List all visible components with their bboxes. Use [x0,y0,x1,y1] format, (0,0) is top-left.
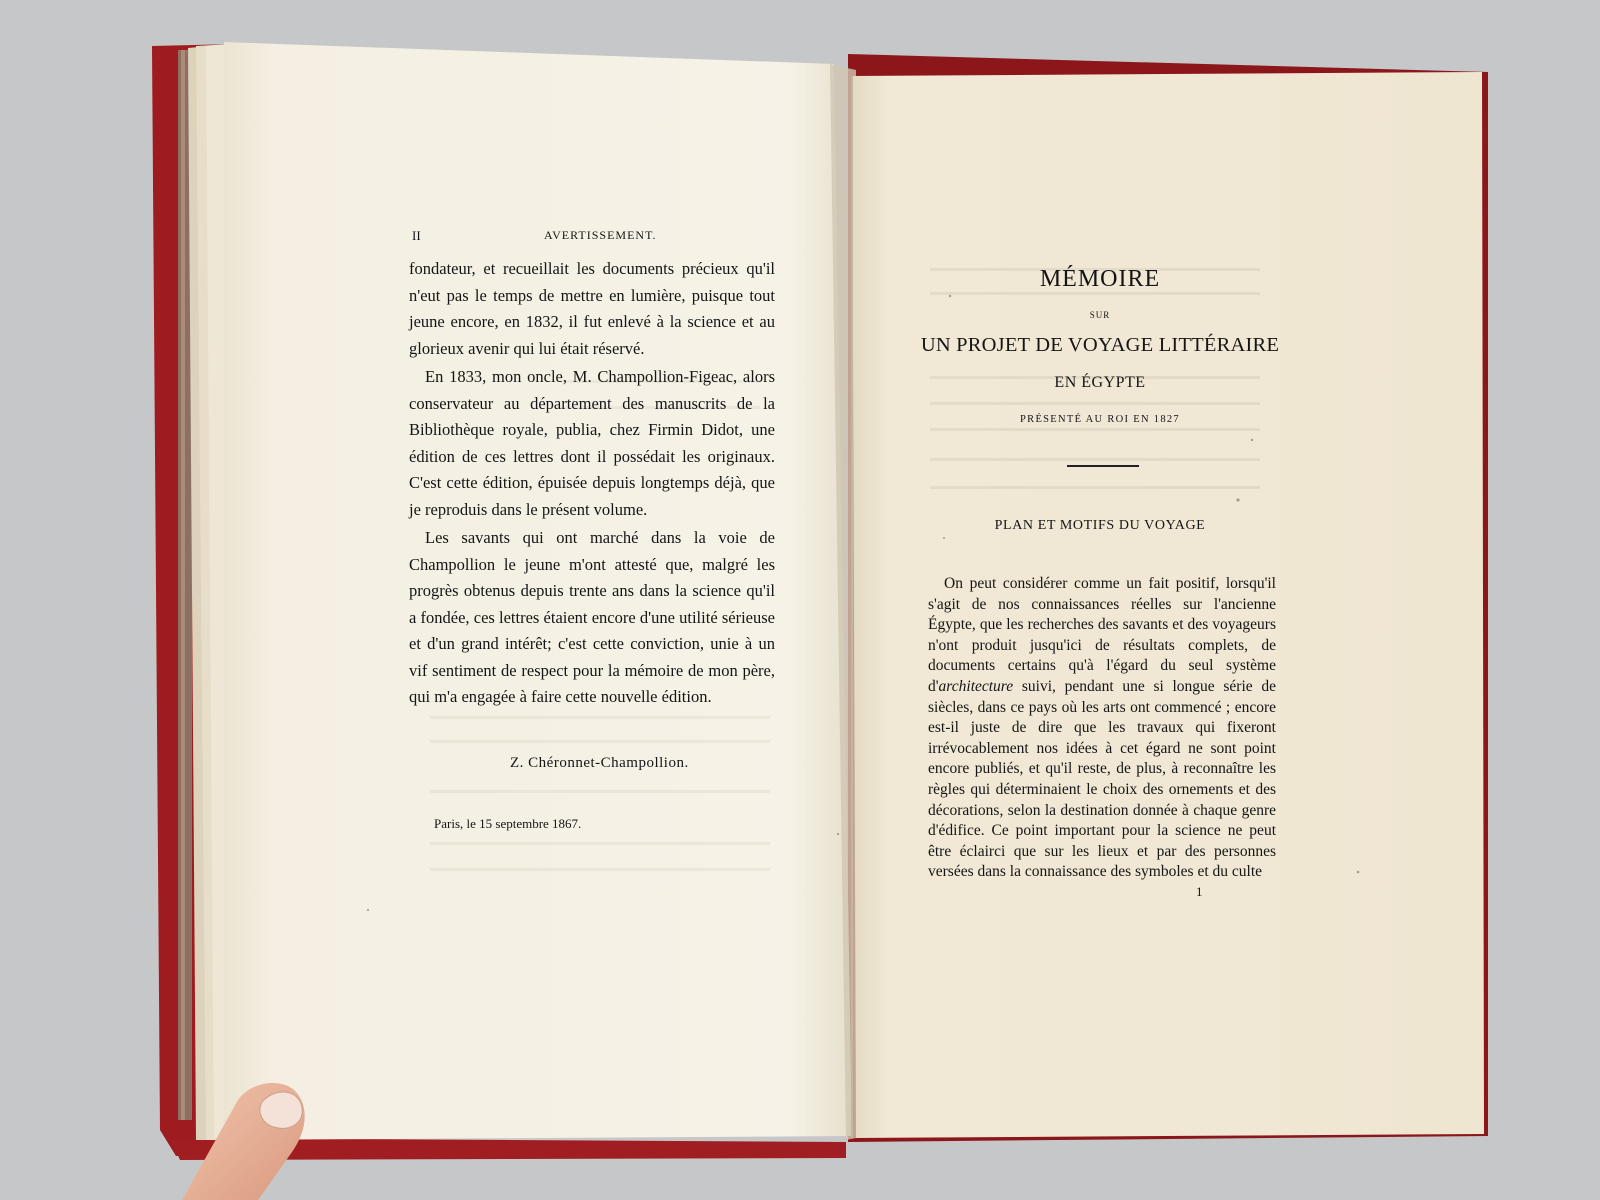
left-body-text [409,256,775,713]
sur-label: SUR [1089,310,1111,320]
signature: Z. Chéronnet-Champollion. [510,755,689,771]
title-rule [1067,465,1139,467]
right-body-text [928,574,1276,883]
memoire-title: MÉMOIRE [1039,266,1161,292]
right-body-part-1: On peut considérer comme un fait positif, lorsqu'il s'agit de nos connaissances réelles sur l'ancienne Égypte, que les recherches des savants et des voyageurs n'ont produit jusqu'ici de résultats complets, de documents certains qu'à l'égard du seul système d' [928,575,1276,695]
right-paragraph [928,574,1276,883]
right-body-part-2: suivi, pendant une si longue série de siècles, dans ce pays où les arts ont commencé ; encore est-il juste de dire que les travaux qui fixeront irrévocablement nos idées à cet égard ne sont point encore publiés, et qu'il reste, de plus, à reconnaître les règles qui déterminaient le choix des ornements et des décorations, selon la destination donnée à chaque genre d'édifice. Ce point important pour la science ne peut être éclairci que sur les lieux et par des personnes versées dans la connaissance des symboles et du culte [928,677,1276,881]
left-paragraph-1: fondateur, et recueillait les documents précieux qu'il n'eut pas le temps de mettre en lumière, puisque tout jeune encore, en 1832, il fut enlevé à la science et au glorieux avenir qui lui était réservé. [409,259,775,358]
left-running-title: AVERTISSEMENT. [544,228,657,242]
dateline: Paris, le 15 septembre 1867. [434,816,582,831]
left-paragraph-3: Les savants qui ont marché dans la voie de Champollion le jeune m'ont attesté que, malgré les progrès obtenus depuis trente ans dans la science qu'il a fondée, ces lettres étaient encore d'une utilité sérieuse et d'un grand intérêt; c'est cette conviction, unie à un vif sentiment de respect pour la mémoire de mon père, qui m'a engagée à faire cette nouvelle édition. [409,528,775,706]
section-title: PLAN ET MOTIFS DU VOYAGE [994,518,1206,533]
presente-label: PRÉSENTÉ AU ROI EN 1827 [1020,414,1180,425]
left-page-number: II [412,228,421,243]
egypte-label: EN ÉGYPTE [1054,374,1146,391]
right-body-italic: architecture [938,677,1014,695]
left-paragraph-2: En 1833, mon oncle, M. Champollion-Figeac, alors conservateur au département des manuscrits de la Bibliothèque royale, publia, chez Firmin Didot, une édition de ces lettres dont il possédait les originaux. C'est cette édition, épuisée depuis longtemps déjà, que je reproduis dans le présent volume. [409,367,775,519]
right-folio: 1 [1196,884,1203,899]
left-running-head [412,228,772,250]
projet-subtitle: UN PROJET DE VOYAGE LITTÉRAIRE [920,334,1280,356]
